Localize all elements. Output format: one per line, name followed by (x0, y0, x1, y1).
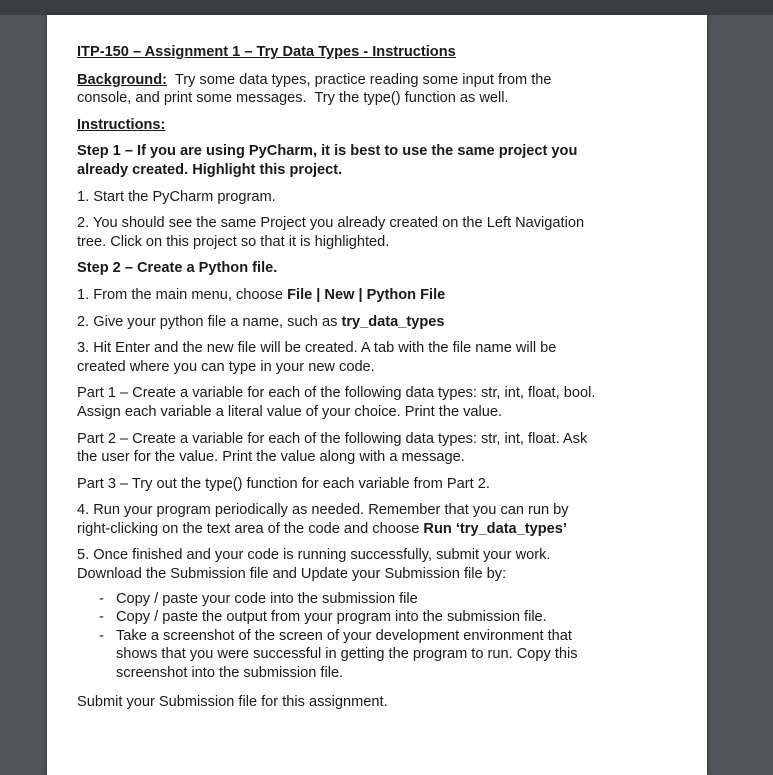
background-label: Background: (77, 71, 167, 88)
submission-steps-list (99, 590, 597, 683)
run-command: Run ‘try_data_types’ (423, 520, 567, 537)
title-text: ITP-150 – Assignment 1 – Try Data Types - Instructions (77, 44, 456, 60)
menu-path: File | New | Python File (287, 286, 446, 303)
part-1: Part 1 – Create a variable for each of the following data types: str, int, float, bool. Assign each variable a literal value of your choice. Print the value. (77, 385, 596, 420)
list-item: - Take a screenshot of the screen of your development environment that shows that you were successful in getting the program to run. Copy this screenshot into the submission file. (99, 627, 597, 683)
step4-paragraph (77, 501, 597, 538)
part-2: Part 2 – Create a variable for each of the following data types: str, int, float. Ask the user for the value. Print the value along with a message. (77, 430, 588, 466)
step4-text: 4. Run your program periodically as needed. Remember that you can run by right-clicking on the text area of the code and choose (77, 502, 569, 537)
step2-item-1 (77, 286, 597, 305)
step2-item-1-text: 1. From the main menu, choose (77, 286, 288, 303)
viewer-toolbar (0, 0, 773, 15)
background-text: Try some data types, practice reading some input from the console, and print some messages. Try the type() function as well. (77, 71, 556, 107)
document-title (77, 43, 597, 62)
step2-item-3: 3. Hit Enter and the new file will be created. A tab with the file name will be created where you can type in your new code. (77, 340, 557, 375)
step1-item-2: 2. You should see the same Project you already created on the Left Navigation tree. Click on this project so that it is highlighted. (77, 215, 585, 250)
step1-heading: Step 1 – If you are using PyCharm, it is best to use the same project you already created. Highlight this project. (77, 143, 578, 178)
step2-item-2-text: 2. Give your python file a name, such as (77, 313, 342, 330)
instructions-heading (77, 116, 597, 135)
document-content (77, 43, 597, 719)
part-3: Part 3 – Try out the type() function for each variable from Part 2. (77, 475, 490, 492)
instructions-label: Instructions: (77, 116, 166, 133)
closing-paragraph: Submit your Submission file for this assignment. (77, 693, 388, 710)
step5-paragraph: 5. Once finished and your code is running successfully, submit your work. Download the Submission file and Update your Submission file by: (77, 547, 551, 583)
background-paragraph (77, 71, 597, 108)
list-item: - Copy / paste the output from your program into the submission file. (99, 608, 597, 627)
step2-item-2 (77, 313, 597, 332)
file-name: try_data_types (341, 313, 445, 330)
step1-item-1: 1. Start the PyCharm program. (77, 188, 276, 205)
list-item: - Copy / paste your code into the submission file (99, 590, 597, 609)
step2-heading: Step 2 – Create a Python file. (77, 260, 278, 277)
